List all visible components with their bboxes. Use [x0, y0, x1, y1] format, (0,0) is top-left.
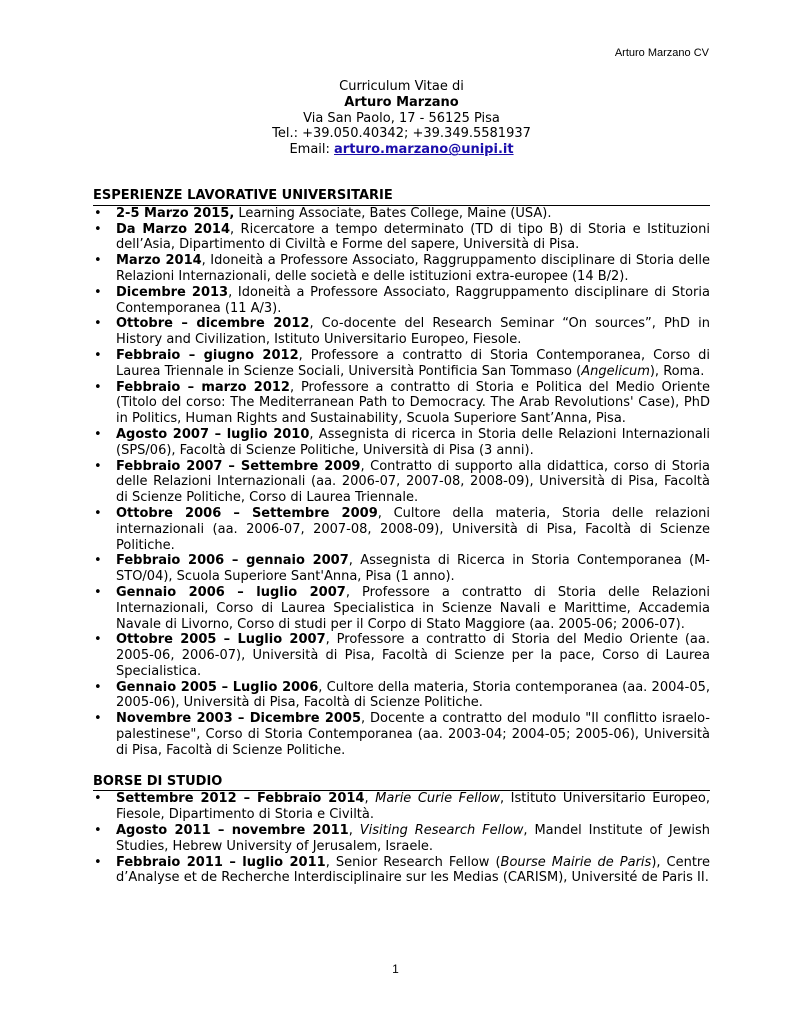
section-heading-experience: ESPERIENZE LAVORATIVE UNIVERSITARIE [93, 188, 710, 206]
bullet-icon: • [94, 458, 102, 474]
entry-date: Agosto 2011 – novembre 2011 [116, 823, 349, 839]
bullet-icon: • [94, 284, 102, 300]
list-item [93, 206, 710, 222]
bullet-icon: • [94, 791, 102, 807]
entry-text-end: ), Roma. [649, 363, 705, 379]
entry-text: , Cultore della materia, Storia delle relazioni internazionali (aa. 2006-07, 2007-08, 2008-09), Università di Pisa, Facoltà di Scienze Politiche. [116, 505, 710, 553]
entry-text-end: , Istituto Universitario Europeo, Fiesole, Dipartimento di Storia e Civiltà. [116, 791, 711, 823]
entry-date: 2-5 Marzo 2015, [116, 205, 235, 221]
list-item [93, 506, 710, 553]
entry-text: , Docente a contratto del modulo "Il conflitto israelo-palestinese", Corso di Storia Contemporanea (aa. 2003-04; 2004-05; 2005-06), Università di Pisa, Facoltà di Scienze Politiche. [116, 711, 710, 758]
entry-date: Agosto 2007 – luglio 2010 [116, 426, 310, 442]
bullet-icon: • [94, 632, 102, 648]
bullet-icon: • [94, 854, 102, 870]
running-header: Arturo Marzano CV [614, 47, 709, 59]
bullet-icon: • [94, 505, 102, 521]
entry-date: Gennaio 2006 – luglio 2007 [116, 584, 346, 600]
title-block [93, 79, 710, 158]
entry-text: , Idoneità a Professore Associato, Raggruppamento disciplinare di Storia delle Relazioni Internazionali, delle società e delle istituzioni extra-europee (14 B/2). [116, 253, 710, 284]
bullet-icon: • [94, 379, 102, 395]
cv-address: Via San Paolo, 17 - 56125 Pisa [303, 110, 500, 126]
cv-email-line [93, 142, 710, 158]
entry-text: , Assegnista di ricerca in Storia delle Relazioni Internazionali (SPS/06), Facoltà di Scienze Politiche, Università di Pisa (3 anni). [116, 426, 711, 458]
entry-text: Learning Associate, Bates College, Maine (USA). [234, 205, 552, 221]
cv-heading: Curriculum Vitae di [339, 79, 464, 94]
scholarships-list [93, 791, 710, 886]
cv-body [93, 79, 710, 901]
bullet-icon: • [94, 679, 102, 695]
list-item [93, 823, 710, 855]
cv-name: Arturo Marzano [344, 94, 459, 110]
list-item [93, 316, 710, 348]
entry-date: Marzo 2014 [116, 253, 202, 269]
entry-text-end: ), Centre d’Analyse et de Recherche Interdisciplinaire sur les Medias (CARISM), Université de Paris II. [116, 854, 710, 886]
entry-date: Febbraio 2011 – luglio 2011 [116, 854, 326, 870]
entry-date: Settembre 2012 – Febbraio 2014 [116, 791, 365, 807]
bullet-icon: • [94, 316, 102, 332]
entry-text: , Senior Research Fellow ( [325, 854, 501, 870]
entry-date: Febbraio 2006 – gennaio 2007 [116, 553, 349, 569]
entry-text: , Ricercatore a tempo determinato (TD di tipo B) di Storia e Istituzioni dell’Asia, Dipartimento di Civiltà e Forme del sapere, Università di Pisa. [116, 221, 710, 253]
entry-date: Novembre 2003 – Dicembre 2005 [116, 711, 362, 727]
entry-text: , Professore a contratto di Storia Contemporanea, Corso di Laurea Triennale in Scienze Sociali, Università Pontificia San Tommaso ( [116, 347, 710, 379]
entry-text: , Professore a contratto di Storia e Politica del Medio Oriente (Titolo del corso: The Mediterranean Path to Democracy. The Arab Revolutions' Case), PhD in Politics, Human Rights and Sustainability, Scuola Superiore Sant’Anna, Pisa. [116, 379, 710, 427]
page-number: 1 [392, 962, 399, 976]
bullet-icon: • [94, 584, 102, 600]
section-heading-scholarships: BORSE DI STUDIO [93, 774, 710, 792]
entry-text-end: , Mandel Institute of Jewish Studies, Hebrew University of Jerusalem, Israele. [116, 823, 710, 854]
entry-date: Gennaio 2005 – Luglio 2006 [116, 679, 319, 695]
list-item [93, 222, 710, 254]
list-item [93, 348, 710, 380]
entry-date: Dicembre 2013 [116, 284, 229, 300]
entry-italic: Bourse Mairie de Paris [500, 854, 652, 870]
entry-text: , Assegnista di Ricerca in Storia Contemporanea (M-STO/04), Scuola Superiore Sant'Anna, Pisa (1 anno). [116, 553, 710, 585]
entry-text: , Professore a contratto di Storia del Medio Oriente (aa. 2005-06, 2006-07), Università di Pisa, Facoltà di Scienze per la pace, Corso di Laurea Specialistica. [116, 632, 710, 679]
list-item [93, 427, 710, 459]
entry-text: , Idoneità a Professore Associato, Raggruppamento disciplinare di Storia Contemporanea (11 A/3). [116, 284, 710, 316]
entry-date: Ottobre 2005 – Luglio 2007 [116, 632, 326, 648]
bullet-icon: • [94, 221, 102, 237]
bullet-icon: • [94, 711, 102, 727]
list-item [93, 380, 710, 427]
list-item [93, 791, 710, 823]
email-label: Email: [289, 142, 335, 158]
bullet-icon: • [94, 426, 102, 442]
cv-phone: Tel.: +39.050.40342; +39.349.5581937 [272, 126, 531, 142]
entry-text: , [348, 823, 360, 839]
bullet-icon: • [94, 823, 102, 839]
list-item [93, 253, 710, 285]
list-item [93, 680, 710, 712]
entry-date: Ottobre 2006 – Settembre 2009 [116, 505, 378, 521]
bullet-icon: • [94, 347, 102, 363]
list-item [93, 585, 710, 632]
entry-date: Ottobre – dicembre 2012 [116, 316, 310, 332]
entry-date: Da Marzo 2014 [116, 221, 230, 237]
list-item [93, 855, 710, 887]
entry-text: , Co-docente del Research Seminar “On sources”, PhD in History and Civilization, Istituto Universitario Europeo, Fiesole. [116, 316, 710, 348]
email-link[interactable]: arturo.marzano@unipi.it [334, 142, 514, 158]
entry-italic: Visiting Research Fellow [359, 823, 524, 839]
entry-text: , Professore a contratto di Storia delle Relazioni Internazionali, Corso di Laurea Specialistica in Scienze Navali e Marittime, Accademia Navale di Livorno, Corso di studi per il Corpo di Stato Maggiore (aa. 2005-06; 2006-07). [116, 584, 710, 632]
bullet-icon: • [94, 253, 102, 269]
list-item [93, 553, 710, 585]
entry-italic: Angelicum [581, 363, 650, 379]
bullet-icon: • [94, 205, 102, 221]
entry-date: Febbraio 2007 – Settembre 2009 [116, 458, 361, 474]
entry-date: Febbraio – giugno 2012 [116, 347, 299, 363]
entry-text: , Cultore della materia, Storia contemporanea (aa. 2004-05, 2005-06), Università di Pisa, Facoltà di Scienze Politiche. [116, 679, 710, 711]
list-item [93, 632, 710, 679]
entry-italic: Marie Curie Fellow [375, 791, 500, 807]
entry-text: , Contratto di supporto alla didattica, corso di Storia delle Relazioni Internazionali (aa. 2006-07, 2007-08, 2008-09), Università di Pisa, Facoltà di Scienze Politiche, Corso di Laurea Triennale. [116, 458, 710, 506]
list-item [93, 285, 710, 317]
entry-date: Febbraio – marzo 2012 [116, 379, 290, 395]
list-item [93, 459, 710, 506]
entry-text: , [364, 791, 376, 807]
bullet-icon: • [94, 553, 102, 569]
list-item [93, 711, 710, 758]
experience-list [93, 206, 710, 759]
